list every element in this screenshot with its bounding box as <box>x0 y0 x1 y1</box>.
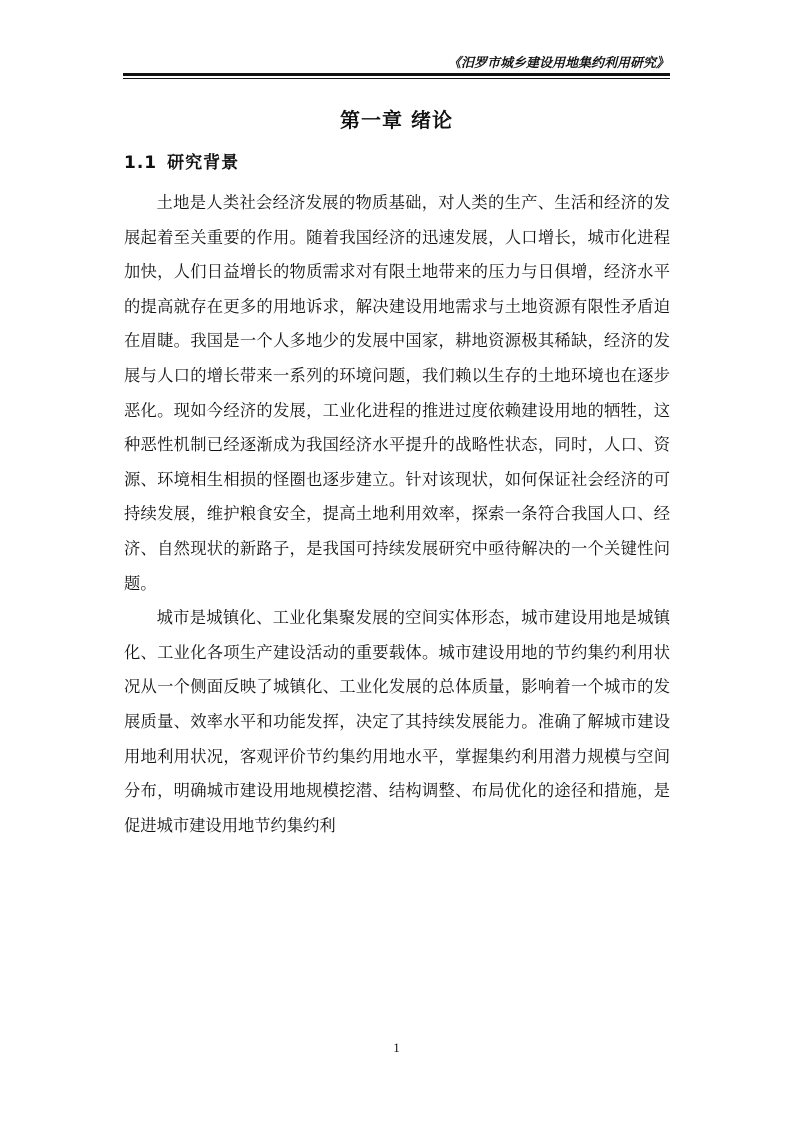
section-heading <box>124 148 239 173</box>
paragraph: 城市是城镇化、工业化集聚发展的空间实体形态，城市建设用地是城镇化、工业化各项生产建设活动的重要载体。城市建设用地的节约集约利用状况从一个侧面反映了城镇化、工业化发展的总体质量，影响着一个城市的发展质量、效率水平和功能发挥，决定了其持续发展能力。准确了解城市建设用地利用状况，客观评价节约集约用地水平，掌握集约利用潜力规模与空间分布，明确城市建设用地规模挖潜、结构调整、布局优化的途径和措施，是促进城市建设用地节约集约利 <box>124 608 670 835</box>
chapter-title: 第一章 绪论 <box>340 108 453 132</box>
section-number: 1.1 <box>124 153 158 173</box>
header-rule-thin <box>123 78 670 79</box>
header-rule-thick <box>123 73 670 76</box>
page-number: 1 <box>393 1040 400 1055</box>
paragraph: 土地是人类社会经济发展的物质基础，对人类的生产、生活和经济的发展起着至关重要的作用。随着我国经济的迅速发展，人口增长，城市化进程加快，人们日益增长的物质需求对有限土地带来的压力与日俱增，经济水平的提高就存在更多的用地诉求，解决建设用地需求与土地资源有限性矛盾迫在眉睫。我国是一个人多地少的发展中国家，耕地资源极其稀缺，经济的发展与人口的增长带来一系列的环境问题，我们赖以生存的土地环境也在逐步恶化。现如今经济的发展，工业化进程的推进过度依赖建设用地的牺牲，这种恶性机制已经逐渐成为我国经济水平提升的战略性状态，同时，人口、资源、环境相生相损的怪圈也逐步建立。针对该现状，如何保证社会经济的可持续发展，维护粮食安全，提高土地利用效率，探索一条符合我国人口、经济、自然现状的新路子，是我国可持续发展研究中亟待解决的一个关键性问题。 <box>124 193 670 593</box>
section-title: 研究背景 <box>167 153 240 173</box>
body-text <box>124 186 670 843</box>
running-header: 《汨罗市城乡建设用地集约利用研究》 <box>447 56 669 71</box>
